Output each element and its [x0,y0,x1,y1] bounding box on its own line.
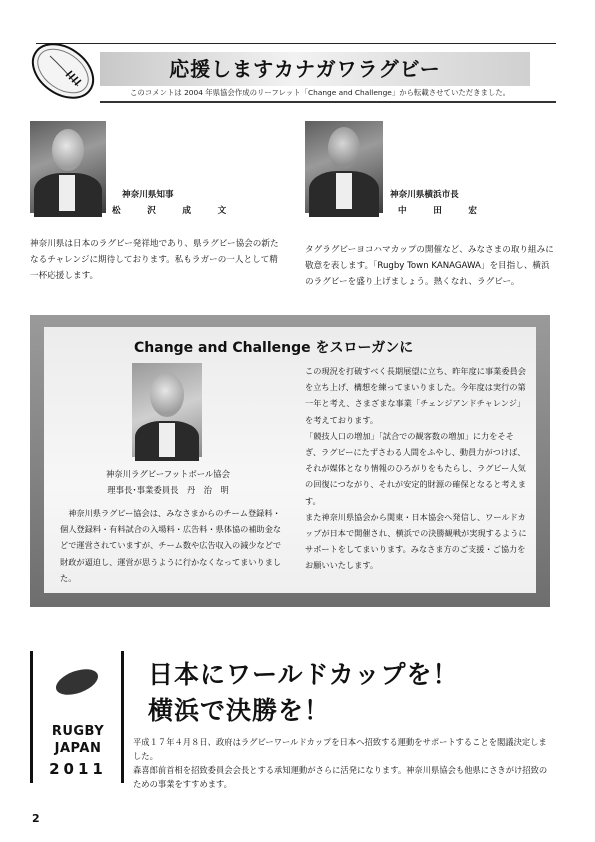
header-top-rule [36,43,556,44]
mayor-message: タグラグビーヨコハマカップの開催など、みなさまの取り組みに敬意を表します。「Rugby Town KANAGAWA」を目指し、横浜のラグビーを盛り上げましょう。熱くなれ、ラグビー。 [305,245,554,287]
mayor-role: 神奈川県横浜市長 [390,190,459,200]
governor-photo [30,121,106,213]
slogan-paragraph: また神奈川県協会から関東・日本協会へ発信し、ワールドカップが日本で開催され、横浜での決勝観戦が実現するようにサポートをしてまいります。みなさま方のご支援・ご協力をお願いいたします。 [305,511,527,571]
rugby-ball-icon [54,668,100,696]
slogan-right-text [305,363,527,574]
logo-rugby-text: RUGBY [51,724,105,739]
mayor-name: 中 田 宏 [398,206,486,216]
slogan-title: Change and Challenge をスローガンに [134,340,414,356]
worldcup-body-paragraph: 森喜郎前首相を招致委員会会長とする承知運動がさらに活発になります。神奈川県協会も他県にさきがけ招致のための事業をすすめます。 [133,765,548,789]
governor-role: 神奈川県知事 [122,190,174,200]
rugby-ball-icon [28,38,98,104]
logo-japan-text: JAPAN [54,741,102,756]
header-bottom-rule [100,101,556,103]
logo-year-text: 2011 [49,760,107,778]
page-title: 応援しますカナガワラグビー [169,57,441,81]
slogan-left-text: 神奈川県ラグビー協会は、みなさまからのチーム登録料・個人登録料・有料試合の入場料・広告料・県体協の補助金などで運営されていますが、チーム数や広告収入の減少などで財政が逼迫し、運営が思うように行かなくなってまいりました。 [60,508,282,583]
worldcup-body-paragraph: 平成１７年４月８日、政府はラグビーワールドカップを日本へ招致する運動をサポートすることを閣議決定しました。 [133,737,547,761]
mayor-photo [305,121,383,213]
worldcup-body [133,735,553,791]
chairman-role: 理事長･事業委員長 丹 治 明 [107,485,229,495]
logo-frame-left [30,651,33,783]
slogan-paragraph: 「競技人口の増加」「試合での観客数の増加」に力をそそぎ、ラグビーにたずさわる人間をふやし、動員力がつけば、それが媒体となり情報のひろがりをもたらし、ラグビー人気の回復につながり、それが安定的財源の確保となると考えます。 [305,430,526,506]
chairman-org: 神奈川ラグビーフットボール協会 [105,469,231,479]
governor-message: 神奈川県は日本のラグビー発祥地であり、県ラグビー協会の新たなるチャレンジに期待しております。私もラガーの一人として精一杯応援します。 [30,239,279,281]
logo-frame-right [121,651,124,783]
governor-name: 松 沢 成 文 [112,206,236,216]
page-number: 2 [32,812,40,825]
worldcup-headline: 日本にワールドカップを！ [148,660,459,689]
chairman-photo [132,363,202,457]
header-subtitle: このコメントは 2004 年県協会作成のリーフレット「Change and Challenge」から転載させていただきました。 [130,88,511,97]
slogan-paragraph: この現況を打破すべく長期展望に立ち、昨年度に事業委員会を立ち上げ、構想を練ってまいりました。今年度は実行の第一年と考え、さまざまな事業「チェンジアンドチャレンジ」を考えております。 [305,366,526,425]
worldcup-subheadline: 横浜で決勝を！ [148,696,331,725]
